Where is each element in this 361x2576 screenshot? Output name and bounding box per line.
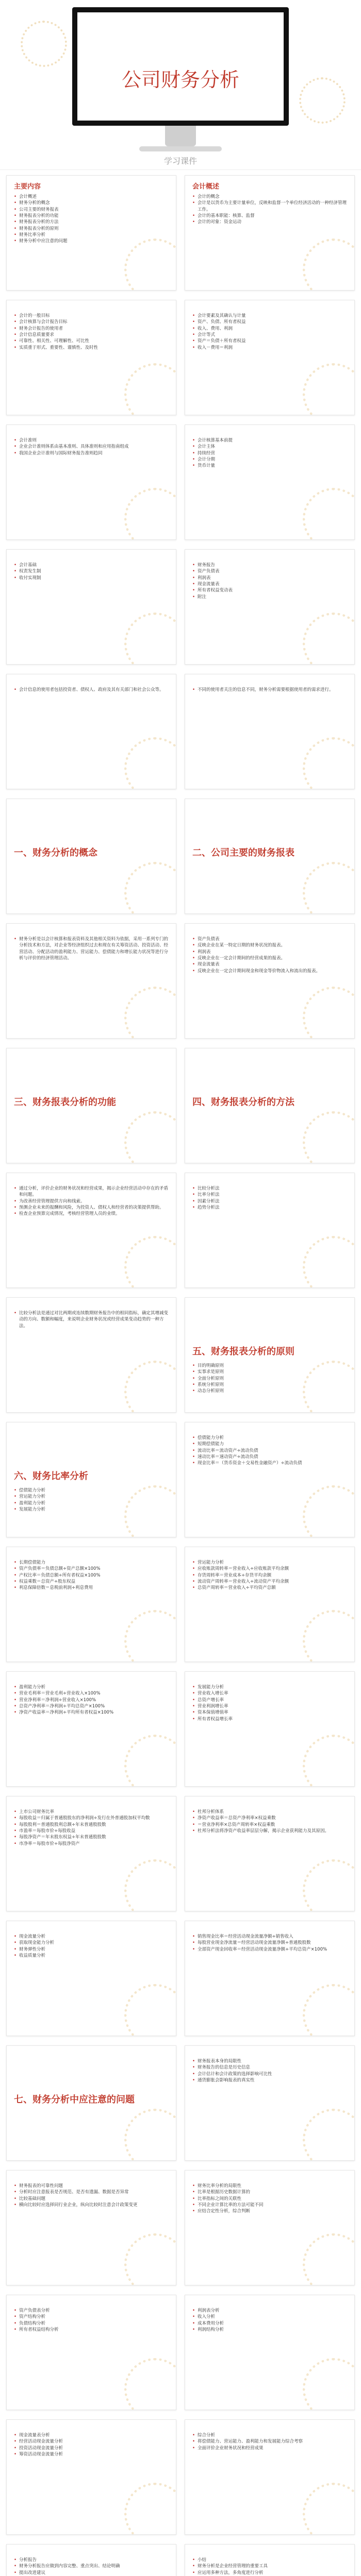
list-item: • 资产负债表 (192, 936, 348, 942)
list-item: • 营业毛利率＝营业毛利÷营业收入×100% (14, 1690, 170, 1697)
list-item: • 企业会计准则体系由基本准则、具体准则和应用指南组成 (14, 444, 170, 450)
list-item: • 每股营业现金净流量＝经营活动现金流量净额÷普通股股数 (192, 1940, 348, 1946)
slide-list (14, 437, 170, 456)
list-item: • 速动比率＝速动资产÷流动负债 (192, 1454, 348, 1460)
slide-card (6, 1297, 176, 1413)
slide-card (185, 1671, 355, 1787)
list-item: • 应收账款周转率＝营业收入÷应收账款平均余额 (192, 1566, 348, 1572)
slide-card (185, 2045, 355, 2161)
slide-card (185, 2295, 355, 2410)
list-item: • 比较基础问题 (14, 2196, 170, 2202)
list-item: • 总资产增长率 (192, 1697, 348, 1703)
slide-card (6, 2544, 176, 2576)
list-item: • 反映企业在某一特定日期的财务状况的报表。 (192, 942, 348, 948)
flower-decoration (21, 21, 67, 67)
list-item: • 会计分期 (192, 456, 348, 463)
slide-card (185, 425, 355, 540)
slide-card (185, 175, 355, 291)
list-item: • 比率指标之间的关联性 (192, 2196, 348, 2202)
list-item: • 实质重于形式、重要性、谨慎性、及时性 (14, 345, 170, 351)
slide-list (14, 1809, 170, 1847)
list-item: • 财务会计报告的使用者 (14, 326, 170, 332)
list-item: • 利润表 (192, 575, 348, 581)
list-item: • 产权比率＝负债总额÷所有者权益×100% (14, 1572, 170, 1579)
slide-list (14, 1934, 170, 1959)
list-item: • 收入、费用、利润 (192, 326, 348, 332)
slide-list (192, 2183, 348, 2215)
list-item: • 检查企业预算完成情况，考核经营管理人员的业绩。 (14, 1211, 170, 1217)
list-item: • 营业利润增长率 (192, 1703, 348, 1709)
list-item: • 营运能力分析 (192, 1560, 348, 1566)
slide-card (6, 2419, 176, 2535)
slide-card (6, 549, 176, 665)
list-item: • 投资活动现金流量分析 (14, 2445, 170, 2451)
slide-title: 主要内容 (14, 183, 41, 191)
slide-grid (6, 175, 355, 2576)
list-item: • 收入分析 (192, 2314, 348, 2320)
list-item: • 财务比率分析的局限性 (192, 2183, 348, 2189)
monitor-base (139, 146, 222, 151)
slide-list (14, 1310, 170, 1329)
slide-card (6, 175, 176, 291)
list-item: • 会计核算基本前提 (192, 437, 348, 444)
slide-card (6, 300, 176, 415)
slide-list (14, 2183, 170, 2208)
list-item: • 比率分析法 (192, 1192, 348, 1198)
slide-card (185, 549, 355, 665)
list-item: • 会计的对象：资金运动 (192, 219, 348, 225)
list-item: • 反映企业在一定会计期间的经营成果的报表。 (192, 955, 348, 961)
list-item: • 上市公司财务比率 (14, 1809, 170, 1815)
slide-card (185, 1547, 355, 1662)
list-item: • 可靠性、相关性、可理解性、可比性 (14, 338, 170, 344)
slide-list (14, 687, 170, 693)
slide-card (185, 1422, 355, 1537)
list-item: • 比率是根据历史数据计算的 (192, 2189, 348, 2195)
slide-list (14, 1185, 170, 1217)
list-item: • 持续经营 (192, 450, 348, 456)
slide-card (6, 1921, 176, 2036)
list-item: • 不同企业计算比率的方法可能不同 (192, 2202, 348, 2208)
list-item: • 会计要素及其确认与计量 (192, 313, 348, 319)
slide-list (14, 1560, 170, 1591)
list-item: • 货币计量 (192, 463, 348, 469)
slide-list (14, 562, 170, 581)
list-item: • 存货周转率＝营业成本÷存货平均余额 (192, 1572, 348, 1579)
list-item: • 应结合定性分析，综合判断 (192, 2208, 348, 2214)
slide-card (185, 1921, 355, 2036)
list-item: • 资产结构分析 (14, 2314, 170, 2320)
slide-card (185, 1048, 355, 1163)
list-item: • 权益乘数＝总资产÷股东权益 (14, 1579, 170, 1585)
slide-list (192, 2557, 348, 2576)
list-item: • 每股股利＝普通股股利总额÷年末普通股股数 (14, 1822, 170, 1828)
list-item: • 附注 (192, 594, 348, 600)
slide-list (192, 1934, 348, 1953)
slide-card (6, 674, 176, 789)
list-item: • 杜邦分析体系 (192, 1809, 348, 1815)
slide-list (192, 1185, 348, 1211)
slide-card (6, 1173, 176, 1288)
list-item: • 成本费用分析 (192, 2320, 348, 2327)
list-item: • 会计概述 (14, 194, 170, 200)
list-item: • 因素分析法 (192, 1198, 348, 1205)
cover (0, 0, 361, 170)
list-item: • 资产、负债、所有者权益 (192, 319, 348, 325)
list-item: • 分析报告 (14, 2557, 170, 2563)
list-item: • 销售现金比率＝经营活动现金流量净额÷销售收入 (192, 1934, 348, 1940)
list-item: • 收付实现制 (14, 575, 170, 581)
list-item: • 会计信息质量要求 (14, 332, 170, 338)
list-item: • 综合分析 (192, 2432, 348, 2438)
list-item: • 资本保值增值率 (192, 1709, 348, 1716)
slide-title: 会计概述 (192, 183, 220, 191)
monitor-stand (165, 126, 196, 146)
slide-card (185, 799, 355, 914)
slide-card (6, 1547, 176, 1662)
list-item: • 财务报表的可靠性问题 (14, 2183, 170, 2189)
list-item: • 负债结构分析 (14, 2320, 170, 2327)
slide-card (6, 923, 176, 1039)
list-item: • 为改善经营管理提供方向和线索。 (14, 1198, 170, 1205)
list-item: • 会计基础 (14, 562, 170, 568)
list-item: • 财务分析是企业经营管理的重要工具 (192, 2563, 348, 2569)
slide-card (185, 923, 355, 1039)
slide-card (185, 1796, 355, 1911)
list-item: • 营运能力分析 (14, 1494, 170, 1500)
section-title: 五、财务报表分析的原则 (192, 1346, 294, 1357)
list-item: • 市净率＝每股市价÷每股净资产 (14, 1841, 170, 1847)
list-item: • 会计信息的使用者包括投资者、债权人、政府及其有关部门和社会公众等。 (14, 687, 170, 693)
list-item: • 会计主体 (192, 444, 348, 450)
list-item: • 公司主要的财务报表 (14, 207, 170, 213)
list-item: • 财务报表分析的方法 (14, 219, 170, 225)
slide-list (192, 437, 348, 469)
list-item: • 利润结构分析 (192, 2327, 348, 2333)
list-item: • 发展能力分析 (192, 1684, 348, 1690)
list-item: • 财务报表本身的局限性 (192, 2058, 348, 2064)
section-title: 四、财务报表分析的方法 (192, 1097, 294, 1108)
slide-list (192, 2058, 348, 2083)
list-item: • 现金比率＝（货币资金＋交易性金融资产）÷流动负债 (192, 1460, 348, 1466)
monitor-frame (72, 7, 289, 126)
slide-list (14, 2308, 170, 2333)
list-item: • 所有者权益结构分析 (14, 2327, 170, 2333)
list-item: • 实事求是原则 (192, 1369, 348, 1375)
list-item: • 短期偿债能力 (192, 1441, 348, 1447)
list-item: • 经营活动现金流量分析 (14, 2438, 170, 2445)
slide-list (192, 1363, 348, 1395)
list-item: • 所有者权益变动表 (192, 587, 348, 594)
slide-list (14, 1487, 170, 1513)
list-item: • 发展能力分析 (14, 1506, 170, 1513)
section-title: 六、财务比率分析 (14, 1471, 88, 1482)
slide-list (192, 1684, 348, 1722)
list-item: • 所有者权益增长率 (192, 1716, 348, 1722)
list-item: • 通货膨胀会影响报表的真实性 (192, 2077, 348, 2083)
list-item: • 财务分析的概念 (14, 200, 170, 206)
slide-list (14, 936, 170, 961)
slide-list (192, 1435, 348, 1467)
slide-list (14, 194, 170, 245)
list-item: • 资产＝负债＋所有者权益 (192, 338, 348, 344)
list-item: • 偿债能力分析 (192, 1435, 348, 1441)
slide-list (14, 2557, 170, 2576)
list-item: • 系统分析原则 (192, 1382, 348, 1388)
list-item: • 营业收入增长率 (192, 1690, 348, 1697)
list-item: • 每股收益＝归属于普通股股东的净利润÷发行在外普通股加权平均数 (14, 1815, 170, 1821)
list-item: • 会计估计和会计政策的选择影响可比性 (192, 2071, 348, 2077)
list-item: • 盈利能力分析 (14, 1684, 170, 1690)
list-item: • 会计的基本职能：核算、监督 (192, 213, 348, 219)
list-item: • 市盈率＝每股市价÷每股收益 (14, 1828, 170, 1834)
list-item: • 流动资产周转率＝营业收入÷流动资产平均余额 (192, 1579, 348, 1585)
slide-card (185, 2170, 355, 2285)
list-item: • 财务报表分析的原则 (14, 226, 170, 232)
list-item: • 现金流量表 (192, 961, 348, 968)
list-item: • 财务比率分析 (14, 232, 170, 238)
list-item: • 利息保障倍数＝息税前利润÷利息费用 (14, 1585, 170, 1591)
list-item: • 不同的使用者关注的信息不同，财务分析需要根据使用者的需求进行。 (192, 687, 348, 693)
list-item: • 横向比较时应选择同行业企业，纵向比较时注意会计政策变更 (14, 2202, 170, 2208)
list-item: • 动态分析原则 (192, 1388, 348, 1394)
list-item: • 净资产收益率＝总资产净利率×权益乘数 (192, 1815, 348, 1821)
slide-card (185, 300, 355, 415)
slide-list (14, 1684, 170, 1716)
section-title: 二、公司主要的财务报表 (192, 848, 294, 858)
list-item: • 利润表 (192, 949, 348, 955)
list-item: • 提出改进建议 (14, 2570, 170, 2576)
list-item: • ＝营业净利率×总资产周转率×权益乘数 (192, 1822, 348, 1828)
list-item: • 全面分析原则 (192, 1376, 348, 1382)
list-item: • 会计准则 (14, 437, 170, 444)
list-item: • 盈利能力分析 (14, 1500, 170, 1506)
slide-card (6, 1796, 176, 1911)
slide-list (14, 2432, 170, 2458)
slide-card (6, 799, 176, 914)
list-item: • 财务报告 (192, 562, 348, 568)
list-item: • 收入－费用＝利润 (192, 345, 348, 351)
list-item: • 预测企业未来的报酬和风险，为投资人、债权人和经营者的决策提供帮助。 (14, 1205, 170, 1211)
list-item: • 财务分析中应注意的问题 (14, 238, 170, 244)
list-item: • 趋势分析法 (192, 1205, 348, 1211)
slide-list (192, 2308, 348, 2333)
list-item: • 资产负债表分析 (14, 2308, 170, 2314)
list-item: • 分析时应注意报表是否规范、是否有遗漏、数据是否异常 (14, 2189, 170, 2195)
slide-list (192, 313, 348, 351)
slide-card (185, 1173, 355, 1288)
slide-card (6, 425, 176, 540)
list-item: • 总资产周转率＝营业收入÷平均资产总额 (192, 1585, 348, 1591)
list-item: • 每股净资产＝年末股东权益÷年末普通股股数 (14, 1834, 170, 1840)
slide-list (192, 2432, 348, 2451)
list-item: • 营业净利率＝净利润÷营业收入×100% (14, 1697, 170, 1703)
list-item: • 会计是以货币为主要计量单位，反映和监督一个单位经济活动的一种经济管理工作。 (192, 200, 348, 213)
list-item: • 资产负债表 (192, 568, 348, 574)
section-title: 一、财务分析的概念 (14, 848, 97, 858)
list-item: • 会计等式 (192, 332, 348, 338)
list-item: • 会计的一般目标 (14, 313, 170, 319)
list-item: • 获取现金能力分析 (14, 1940, 170, 1946)
cover-title: 公司财务分析 (121, 69, 239, 91)
list-item: • 通过分析，评价企业的财务状况和经营成果，揭示企业经营活动中存在的矛盾和问题。 (14, 1185, 170, 1198)
slide-card (185, 2419, 355, 2535)
list-item: • 将偿债能力、营运能力、盈利能力和发展能力综合考察 (192, 2438, 348, 2445)
slide-card (185, 1297, 355, 1413)
list-item: • 筹资活动现金流量分析 (14, 2451, 170, 2458)
slide-list (192, 936, 348, 974)
slide-card (185, 2544, 355, 2576)
list-item: • 财务分析是以会计核算和报表资料及其他相关资料为依据，采用一系列专门的分析技术和方法，对企业等经济组织过去和现在有关筹资活动、投资活动、经营活动、分配活动的盈利能力、营运能力、偿债能力和增长能力状况等进行分析与评价的经济管理活动。 (14, 936, 170, 961)
list-item: • 反映企业在一定会计期间现金和现金等价物流入和流出的报表。 (192, 968, 348, 974)
slide-card (6, 1422, 176, 1537)
slide-card (185, 674, 355, 789)
slide-list (192, 1809, 348, 1834)
slide-card (6, 2295, 176, 2410)
list-item: • 比较分析法 (192, 1185, 348, 1192)
slide-card (6, 2045, 176, 2161)
section-title: 七、财务分析中应注意的问题 (14, 2094, 135, 2105)
slide-list (14, 313, 170, 351)
list-item: • 权责发生制 (14, 568, 170, 574)
list-item: • 财务弹性分析 (14, 1946, 170, 1953)
list-item: • 全面评价企业财务状况和经营成果 (192, 2445, 348, 2451)
list-item: • 杜邦分析法将净资产收益率层层分解，揭示企业获利能力及其原因。 (192, 1828, 348, 1834)
list-item: • 净资产收益率＝净利润÷平均所有者权益×100% (14, 1709, 170, 1716)
slide-list (192, 1560, 348, 1591)
list-item: • 会计核算与会计报告目标 (14, 319, 170, 325)
list-item: • 会计的概念 (192, 194, 348, 200)
slide-list (192, 194, 348, 226)
list-item: • 收益质量分析 (14, 1953, 170, 1959)
list-item: • 财务分析报告应做到内容完整、重点突出、结论明确 (14, 2563, 170, 2569)
list-item: • 偿债能力分析 (14, 1487, 170, 1494)
section-title: 三、财务报表分析的功能 (14, 1097, 116, 1108)
slide-card (6, 1048, 176, 1163)
list-item: • 应运用多种方法，多角度进行分析 (192, 2570, 348, 2576)
list-item: • 现金流量表 (192, 581, 348, 587)
flower-decoration (299, 77, 346, 124)
list-item: • 长期偿债能力 (14, 1560, 170, 1566)
list-item: • 我国企业会计准则与国际财务报告准则趋同 (14, 450, 170, 456)
list-item: • 全部资产现金回收率＝经营活动现金流量净额÷平均总资产×100% (192, 1946, 348, 1953)
slide-list (192, 562, 348, 600)
list-item: • 利润表分析 (192, 2308, 348, 2314)
list-item: • 现金流量表分析 (14, 2432, 170, 2438)
slide-card (6, 2170, 176, 2285)
list-item: • 小结 (192, 2557, 348, 2563)
list-item: • 现金流量分析 (14, 1934, 170, 1940)
list-item: • 流动比率＝流动资产÷流动负债 (192, 1448, 348, 1454)
cover-subtitle: 学习课件 (163, 156, 197, 166)
list-item: • 总资产净利率＝净利润÷平均总资产×100% (14, 1703, 170, 1709)
list-item: • 比较分析法是通过对比两期或连续数期财务报告中的相同指标，确定其增减变动的方向、数额和幅度，来说明企业财务状况或经营成果变动趋势的一种方法。 (14, 1310, 170, 1329)
list-item: • 财务报表分析的功能 (14, 213, 170, 219)
list-item: • 财务报告的信息是历史信息 (192, 2064, 348, 2071)
list-item: • 目的明确原则 (192, 1363, 348, 1369)
slide-card (6, 1671, 176, 1787)
slide-list (192, 687, 348, 693)
list-item: • 资产负债率＝负债总额÷资产总额×100% (14, 1566, 170, 1572)
